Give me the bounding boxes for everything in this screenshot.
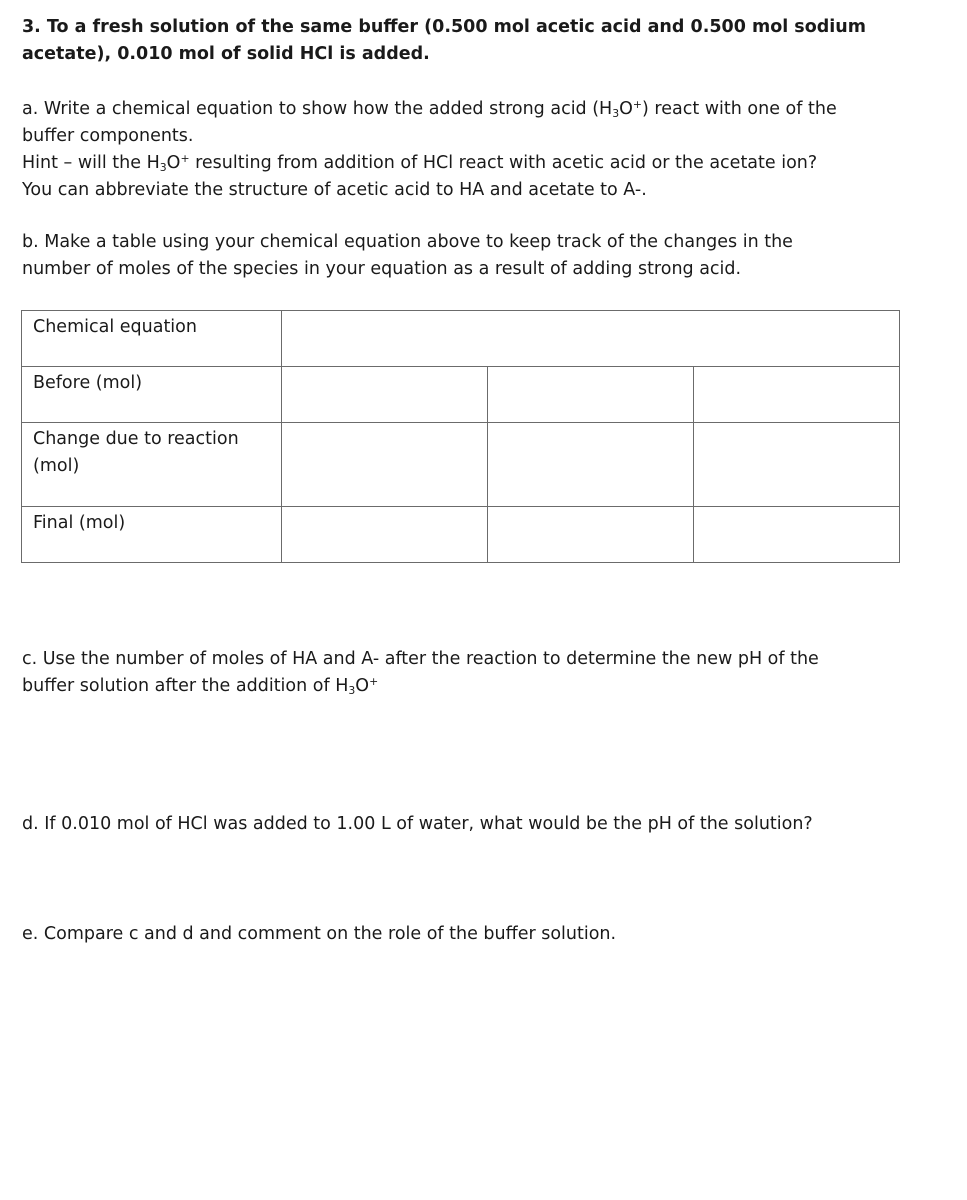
superscript: + bbox=[632, 98, 642, 112]
part-b-line-2: number of moles of the species in your equation as a result of adding strong acid. bbox=[22, 259, 742, 279]
subscript: 3 bbox=[159, 160, 167, 174]
table-row-change bbox=[22, 423, 900, 507]
row-label-change-line-2: (mol) bbox=[33, 456, 80, 476]
part-d bbox=[22, 811, 922, 838]
row-label-before: Before (mol) bbox=[22, 367, 282, 423]
part-a-text: ) react with one of the bbox=[642, 99, 837, 119]
part-b bbox=[22, 229, 922, 283]
table-row-chemical-equation bbox=[22, 311, 900, 367]
change-cell-3[interactable] bbox=[694, 423, 900, 507]
row-label-chemical-equation: Chemical equation bbox=[22, 311, 282, 367]
part-c-line-1: c. Use the number of moles of HA and A- after the reaction to determine the new pH of the bbox=[22, 649, 819, 669]
part-a-line-4: You can abbreviate the structure of acetic acid to HA and acetate to A-. bbox=[22, 180, 647, 200]
chemical-equation-cell[interactable] bbox=[282, 311, 900, 367]
part-a-hint-line bbox=[22, 150, 922, 177]
part-a-line-2: buffer components. bbox=[22, 126, 194, 146]
subscript: 3 bbox=[348, 683, 356, 697]
row-label-change-line-1: Change due to reaction bbox=[33, 429, 239, 449]
part-d-line-1: d. If 0.010 mol of HCl was added to 1.00 L of water, what would be the pH of the solution? bbox=[22, 814, 813, 834]
part-a-line-1 bbox=[22, 96, 922, 123]
row-label-final: Final (mol) bbox=[22, 507, 282, 563]
before-cell-1[interactable] bbox=[282, 367, 488, 423]
change-cell-2[interactable] bbox=[488, 423, 694, 507]
part-c-line-2 bbox=[22, 673, 922, 700]
part-e-line-1: e. Compare c and d and comment on the role of the buffer solution. bbox=[22, 924, 617, 944]
part-a-text: a. Write a chemical equation to show how the added strong acid (H bbox=[22, 99, 613, 119]
hint-text: Hint – will the H bbox=[22, 153, 160, 173]
subscript: 3 bbox=[612, 106, 620, 120]
question-title-line-1: 3. To a fresh solution of the same buffer (0.500 mol acetic acid and 0.500 mol sodium bbox=[22, 17, 866, 37]
superscript: + bbox=[369, 675, 379, 689]
hint-text: resulting from addition of HCl react with acetic acid or the acetate ion? bbox=[189, 153, 818, 173]
part-e bbox=[22, 921, 922, 948]
part-c bbox=[22, 646, 922, 700]
question-title-line-2: acetate), 0.010 mol of solid HCl is added. bbox=[22, 44, 430, 64]
part-a bbox=[22, 96, 922, 204]
final-cell-2[interactable] bbox=[488, 507, 694, 563]
final-cell-1[interactable] bbox=[282, 507, 488, 563]
part-b-line-1: b. Make a table using your chemical equation above to keep track of the changes in the bbox=[22, 232, 793, 252]
part-c-text: O bbox=[355, 676, 370, 696]
hint-text: O bbox=[166, 153, 181, 173]
part-c-text: buffer solution after the addition of H bbox=[22, 676, 349, 696]
table-row-before bbox=[22, 367, 900, 423]
superscript: + bbox=[180, 152, 190, 166]
before-cell-2[interactable] bbox=[488, 367, 694, 423]
ice-table bbox=[21, 310, 900, 563]
question-title bbox=[22, 14, 922, 68]
change-cell-1[interactable] bbox=[282, 423, 488, 507]
row-label-change bbox=[22, 423, 282, 507]
table-row-final bbox=[22, 507, 900, 563]
part-a-text: O bbox=[619, 99, 633, 119]
before-cell-3[interactable] bbox=[694, 367, 900, 423]
final-cell-3[interactable] bbox=[694, 507, 900, 563]
